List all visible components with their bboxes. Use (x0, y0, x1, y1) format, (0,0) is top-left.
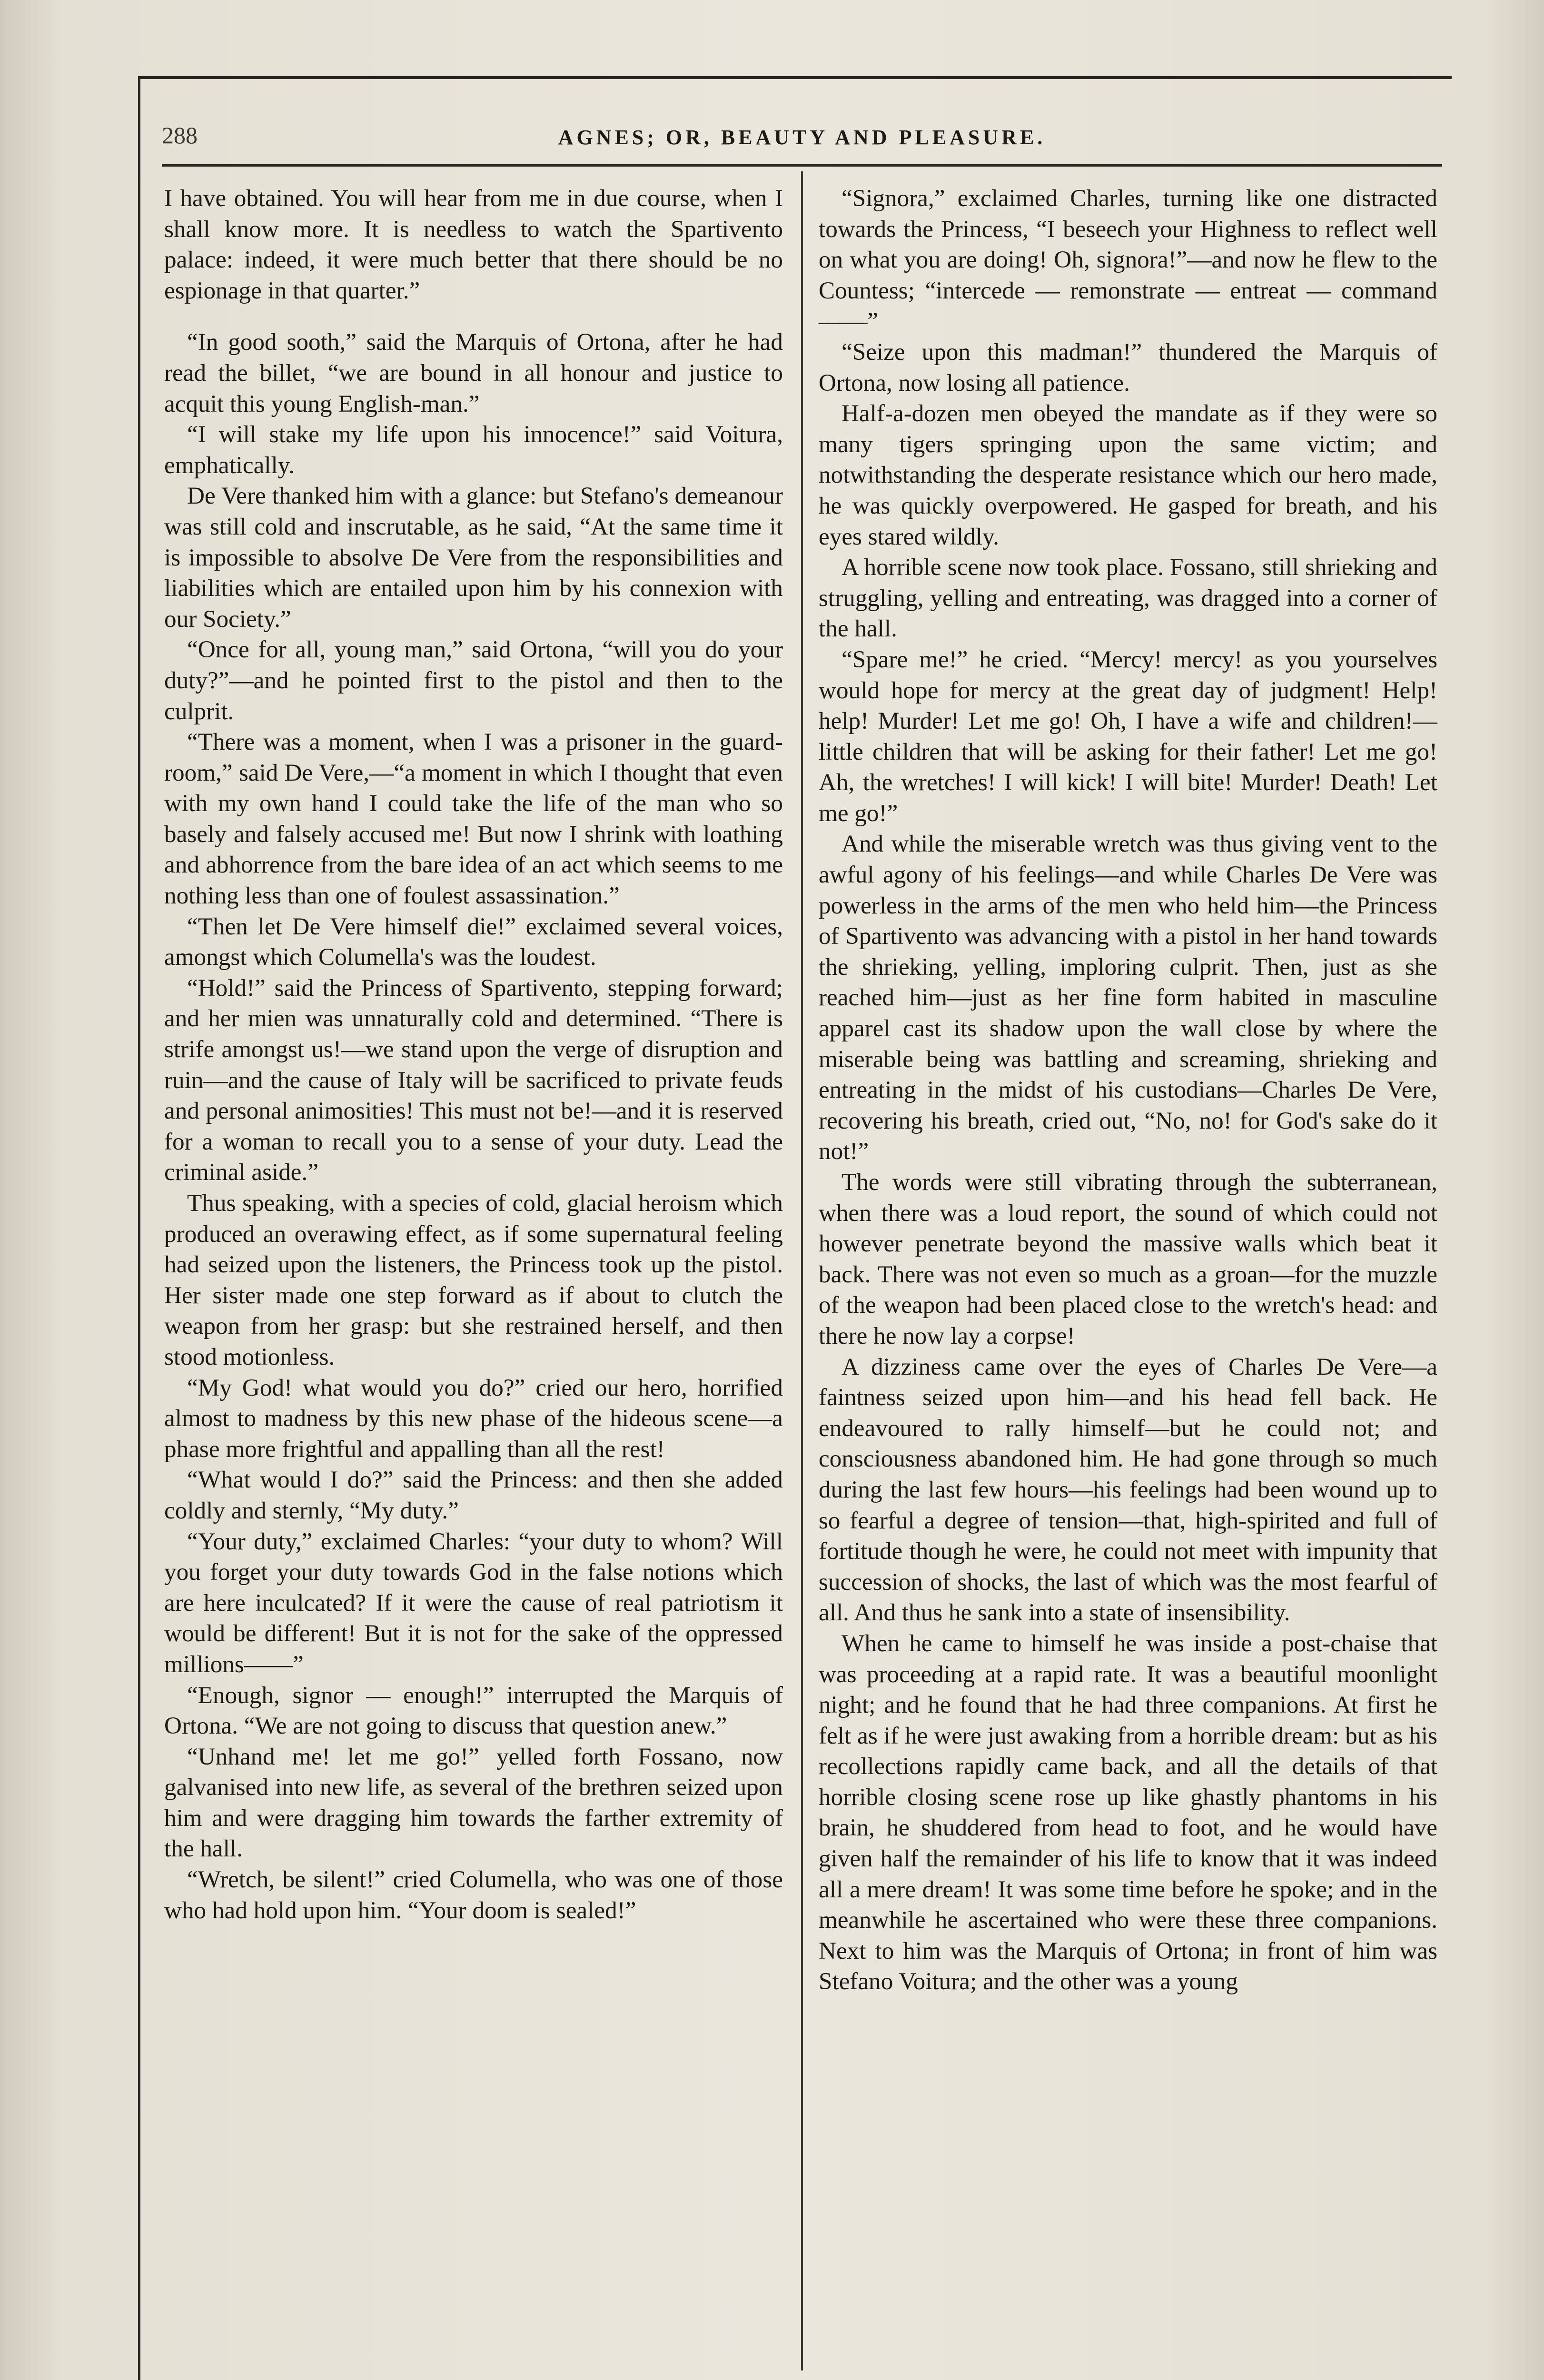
paragraph: I have obtained. You will hear from me in due course, when I shall know more. It is needless to watch the Spartivento palace: indeed, it were much better that there should be no espionage in that quarter.” (164, 185, 783, 304)
paragraph: The words were still vibrating through the subterranean, when there was a loud report, the sound of which could not however penetrate beyond the massive walls which beat it back. There was not even so much as a groan—for the muzzle of the weapon had been placed close to the wretch's head: and there he now lay a corpse! (819, 1169, 1437, 1349)
paragraph: “There was a moment, when I was a prisoner in the guard-room,” said De Vere,—“a moment in which I thought that even with my own hand I could take the life of the man who so basely and falsely accused me! But now I shrink with loathing and abhorrence from the bare idea of an act which seems to me nothing less than one of foulest assassination.” (164, 728, 783, 910)
paragraph: A horrible scene now took place. Fossano, still shrieking and struggling, yelling and entreating, was dragged into a corner of the hall. (819, 554, 1437, 643)
column-divider (801, 171, 803, 2370)
paragraph: A dizziness came over the eyes of Charles De Vere—a faintness seized upon him—and his head fell back. He endeavoured to rally himself—but he could not; and consciousness abandoned him. He had gone through so much during the last few hours—his feelings had been wound up to so fearful a degree of tension—that, high-spirited and full of fortitude though he were, he could not meet with impunity that succession of shocks, the last of which was the most fearful of all. And thus he sank into a state of insensibility. (819, 1353, 1437, 1626)
paragraph: And while the miserable wretch was thus giving vent to the awful agony of his feelings—and while Charles De Vere was powerless in the arms of the men who held him—the Princess of Spartivento was advancing with a pistol in her hand towards the shrieking, yelling, imploring culprit. Then, just as she reached him—just as her fine form habited in masculine apparel cast its shadow upon the wall close by where the miserable being was battling and screaming, shrieking and entreating in the midst of his custodians—Charles De Vere, recovering his breath, cried out, “No, no! for God's sake do it not!” (819, 830, 1437, 1165)
paragraph: “What would I do?” said the Princess: and then she added coldly and sternly, “My duty.” (164, 1466, 783, 1524)
paragraph: De Vere thanked him with a glance: but Stefano's demeanour was still cold and inscrutable, as he said, “At the same time it is impossible to absolve De Vere from the responsibilities and liabilities which are entailed upon him by his connexion with our Society.” (164, 482, 783, 633)
paragraph: When he came to himself he was inside a post-chaise that was proceeding at a rapid rate. It was a beautiful moonlight night; and he found that he had three companions. At first he felt as if he were just awaking from a horrible dream: but as his recollections rapidly came back, and all the details of that horrible closing scene rose up like ghastly phantoms in his brain, he shuddered from head to foot, and he would have given half the remainder of his life to know that it was indeed all a mere dream! It was some time before he spoke; and in the meanwhile he ascertained who were these three companions. Next to him was the Marquis of Ortona; in front of him was Stefano Voitura; and the other was a young (819, 1629, 1437, 1995)
paragraph: “Signora,” exclaimed Charles, turning like one distracted towards the Princess, “I beseech your Highness to reflect well on what you are doing! Oh, signora!”—and now he flew to the Countess; “intercede — remonstrate — entreat — command——” (819, 185, 1437, 335)
running-title: AGNES; OR, BEAUTY AND PLEASURE. (558, 126, 1046, 149)
paragraph: “Your duty,” exclaimed Charles: “your duty to whom? Will you forget your duty towards God in the false notions which are here inculcated? If it were the cause of real patriotism it would be different! But it is not for the sake of the oppressed millions——” (164, 1527, 783, 1678)
header-rule (162, 164, 1442, 167)
paragraph: “My God! what would you do?” cried our hero, horrified almost to madness by this new phase of the hideous scene—a phase more frightful and appalling than all the rest! (164, 1374, 783, 1463)
page-header (162, 121, 1442, 164)
paragraph: Half-a-dozen men obeyed the mandate as if they were so many tigers springing upon the same victim; and notwithstanding the desperate resistance which our hero made, he was quickly overpowered. He gasped for breath, and his eyes stared wildly. (819, 400, 1437, 550)
right-column (819, 183, 1437, 1997)
paragraph: “Once for all, young man,” said Ortona, “will you do your duty?”—and he pointed first to the pistol and then to the culprit. (164, 636, 783, 725)
paragraph: “I will stake my life upon his innocence!” said Voitura, emphatically. (164, 421, 783, 479)
paragraph: Thus speaking, with a species of cold, glacial heroism which produced an overawing effect, as if some supernatural feeling had seized upon the listeners, the Princess took up the pistol. Her sister made one step forward as if about to clutch the weapon from her grasp: but she restrained herself, and then stood motionless. (164, 1190, 783, 1370)
left-column (164, 183, 783, 1926)
frame-left-rule (138, 76, 140, 2380)
paragraph: “Then let De Vere himself die!” exclaimed several voices, amongst which Columella's was the loudest. (164, 912, 783, 971)
paragraph: “In good sooth,” said the Marquis of Ortona, after he had read the billet, “we are bound in all honour and justice to acquit this young English-man.” (164, 328, 783, 417)
paragraph: “Wretch, be silent!” cried Columella, who was one of those who had hold upon him. “Your doom is sealed!” (164, 1866, 783, 1924)
paragraph: “Seize upon this madman!” thundered the Marquis of Ortona, now losing all patience. (819, 338, 1437, 397)
paragraph: “Enough, signor — enough!” interrupted the Marquis of Ortona. “We are not going to discuss that question anew.” (164, 1681, 783, 1740)
frame-top-rule (138, 76, 1452, 79)
paragraph: “Hold!” said the Princess of Spartivento, stepping forward; and her mien was unnaturally cold and determined. “There is strife amongst us!—we stand upon the verge of disruption and ruin—and the cause of Italy will be sacrificed to private feuds and personal animosities! This must not be!—and it is reserved for a woman to recall you to a sense of your duty. Lead the criminal aside.” (164, 974, 783, 1186)
paragraph: “Unhand me! let me go!” yelled forth Fossano, now galvanised into new life, as several of the brethren seized upon him and were dragging him towards the farther extremity of the hall. (164, 1743, 783, 1863)
page-number: 288 (162, 122, 198, 149)
paragraph: “Spare me!” he cried. “Mercy! mercy! as you yourselves would hope for mercy at the great day of judgment! Help! help! Murder! Let me go! Oh, I have a wife and children!—little children that will be asking for their father! Let me go! Ah, the wretches! I will kick! I will bite! Murder! Death! Let me go!” (819, 645, 1437, 827)
